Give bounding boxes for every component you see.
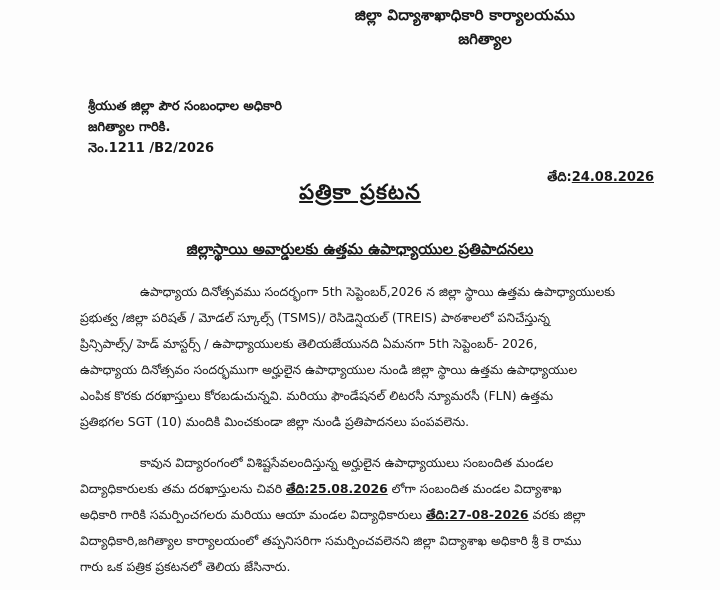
reference-number: నెం.1211 /B2/2026 <box>88 141 214 156</box>
application-deadline-date: తేది:25.08.2026 <box>286 481 388 496</box>
addressee-place: జగిత్యాల గారికి. <box>88 120 171 135</box>
addressee-block <box>88 96 282 159</box>
paragraph-2-line: గారు ఒక పత్రిక ప్రకటనలో తెలియ జేసినారు. <box>80 559 291 574</box>
press-release-title: పత్రికా ప్రకటన <box>299 180 421 204</box>
date-label: తేది: <box>547 170 572 185</box>
paragraph-2-line: కావున విద్యారంగంలో విశిష్టసేవలందిస్తున్న అర్హులైన ఉపాధ్యాయులు సంబందిత మండల <box>140 455 554 470</box>
paragraph-1-line: ప్రభుత్వ /జిల్లా పరిషత్ / మోడల్ స్కూల్స్ (TSMS)/ రెసిడెన్షియల్ (TREIS) పాఠశాలలో పనిచేస్తున్న <box>80 310 550 325</box>
paragraph-2-text: విద్యాధికారులకు తమ దరఖాస్తులను చివరి <box>80 481 286 496</box>
paragraph-2-text: లోగా సంబందిత మండల విద్యాశాఖ <box>387 481 562 496</box>
paragraph-2-text: అధికారి గారికి సమర్పించగలరు మరియు ఆయా మండల విద్యాధికారులు <box>80 507 426 522</box>
date-value: 24.08.2026 <box>571 170 654 185</box>
paragraph-2-line <box>80 476 654 502</box>
paragraph-1-line: ప్రతిభగల SGT (10) మందికి మించకుండా జిల్లా నుండి ప్రతిపాదనలు పంపవలెను. <box>80 414 470 429</box>
paragraph-1 <box>80 279 654 435</box>
paragraph-2-line: విద్యాధికారి,జగిత్యాల కార్యాలయంలో తప్పనిసరిగా సమర్పించవలెనని జిల్లా విద్యాశాఖ అధికారి శ్రీ కె రాము <box>80 533 582 548</box>
paragraph-2-text: వరకు జిల్లా <box>528 507 586 522</box>
paragraph-1-line: ఉపాధ్యాయ దినోత్సవము సందర్భంగా 5th సెప్టెంబర్,2026 న జిల్లా స్థాయి ఉత్తమ ఉపాధ్యాయులకు <box>140 284 616 299</box>
paragraph-1-line: ప్రిన్సిపాల్స్/ హెడ్ మాస్టర్స్ / ఉపాధ్యాయులకు తెలియజేయునది ఏమనగా 5th సెప్టెంబర్- 2026, <box>80 336 538 351</box>
submission-deadline-date: తేది:27-08-2026 <box>425 507 529 522</box>
office-location: జగిత్యాల <box>458 30 512 48</box>
paragraph-2 <box>80 450 654 580</box>
paragraph-1-line: ఎంపిక కొరకు దరఖాస్తులు కోరబడుచున్నవి. మరియు ఫౌండేషనల్ లిటరసీ న్యూమరసీ (FLN) ఉత్తమ <box>80 388 554 403</box>
subject-line: జిల్లాస్థాయి అవార్డులకు ఉత్తమ ఉపాధ్యాయుల ప్రతిపాదనలు <box>186 240 534 258</box>
paragraph-1-line: ఉపాధ్యాయ దినోత్సవం సందర్భముగా అర్హులైన ఉపాధ్యాయుల నుండి జిల్లా స్థాయి ఉత్తమ ఉపాధ్యాయుల <box>80 362 578 377</box>
office-name: జిల్లా విద్యాశాఖాధికారి కార్యాలయము <box>354 6 576 24</box>
office-header <box>300 6 630 52</box>
paragraph-2-line <box>80 502 654 528</box>
addressee-designation: శ్రీయుత జిల్లా పౌర సంబంధాల అధికారి <box>88 99 282 114</box>
